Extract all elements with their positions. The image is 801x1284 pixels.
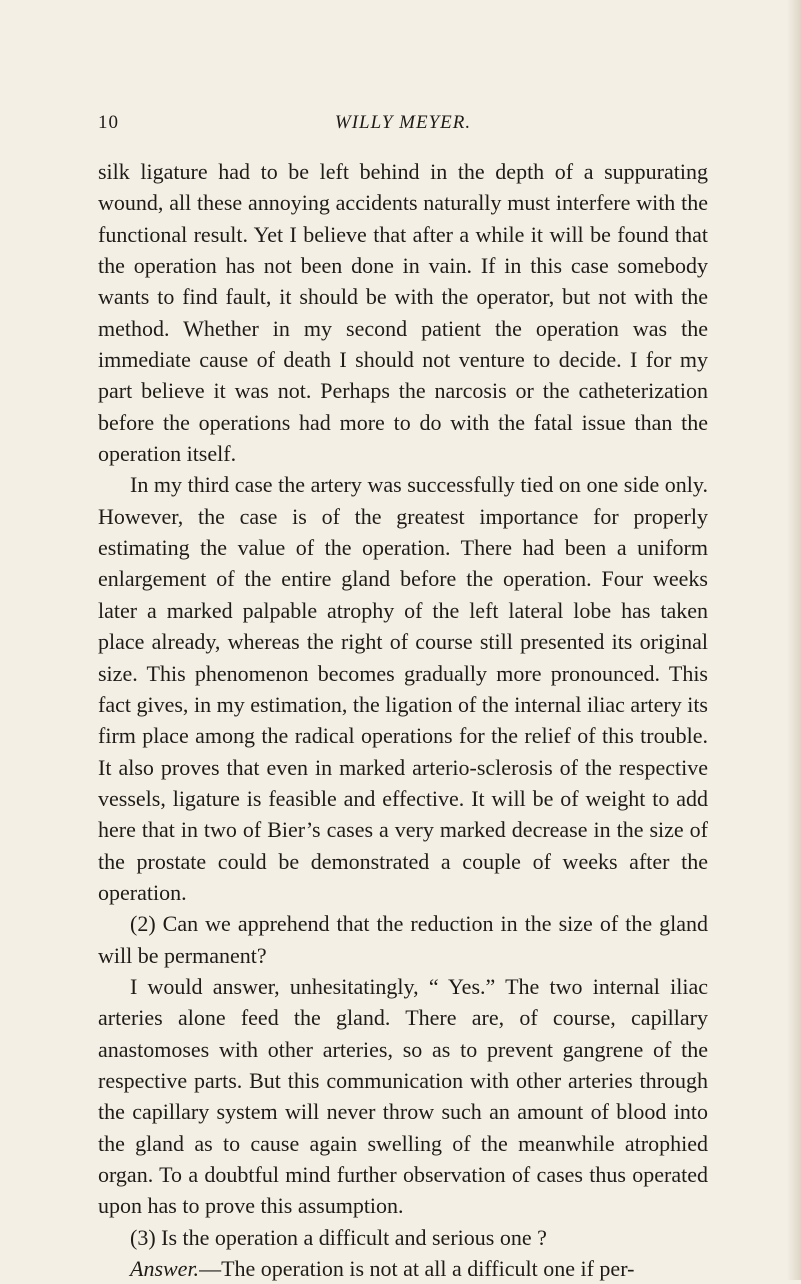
answer-3 — [98, 1253, 708, 1284]
paragraph-2: In my third case the artery was successfully tied on one side only. However, the case is of the greatest importance for properly estimating the value of the operation. There had been a uniform enlargement of the entire gland before the operation. Four weeks later a marked palpable atrophy of the left lateral lobe has taken place already, whereas the right of course still presented its original size. This phenomenon becomes gradually more pronounced. This fact gives, in my estimation, the ligation of the internal iliac artery its firm place among the radical operations for the relief of this trouble. It also proves that even in marked arterio-sclerosis of the respective vessels, ligature is feasible and effective. It will be of weight to add here that in two of Bier’s cases a very marked decrease in the size of the prostate could be demonstrated a couple of weeks after the operation. — [98, 472, 708, 905]
answer-label: Answer. — [130, 1256, 200, 1282]
page-number: 10 — [98, 112, 119, 133]
answer-3-text: —The operation is not at all a difficult one if per- — [199, 1256, 635, 1282]
page-header — [98, 112, 708, 142]
question-2: (2) Can we apprehend that the reduction in the size of the gland will be permanent? — [98, 911, 708, 968]
answer-2: I would answer, unhesitatingly, “ Yes.” The two internal iliac arteries alone feed the gland. There are, of course, capillary anastomoses with other arteries, so as to prevent gangrene of the respective parts. But this communication with other arteries through the capillary system will never throw such an amount of blood into the gland as to cause again swelling of the meanwhile atrophied organ. To a doubtful mind further observation of cases thus operated upon has to prove this assumption. — [98, 973, 708, 1219]
page-edge-shadow — [787, 0, 801, 1280]
running-head: WILLY MEYER. — [334, 112, 472, 133]
body-text — [98, 156, 708, 1284]
question-3: (3) Is the operation a difficult and serious one ? — [130, 1224, 547, 1250]
paragraph-1: silk ligature had to be left behind in the depth of a suppurating wound, all these annoying accidents naturally must interfere with the functional result. Yet I believe that after a while it will be found that the operation has not been done in vain. If in this case somebody wants to find fault, it should be with the operator, but not with the method. Whether in my second patient the operation was the immediate cause of death I should not venture to decide. I for my part believe it was not. Perhaps the narcosis or the catheterization before the operations had more to do with the fatal issue than the operation itself. — [98, 159, 708, 467]
